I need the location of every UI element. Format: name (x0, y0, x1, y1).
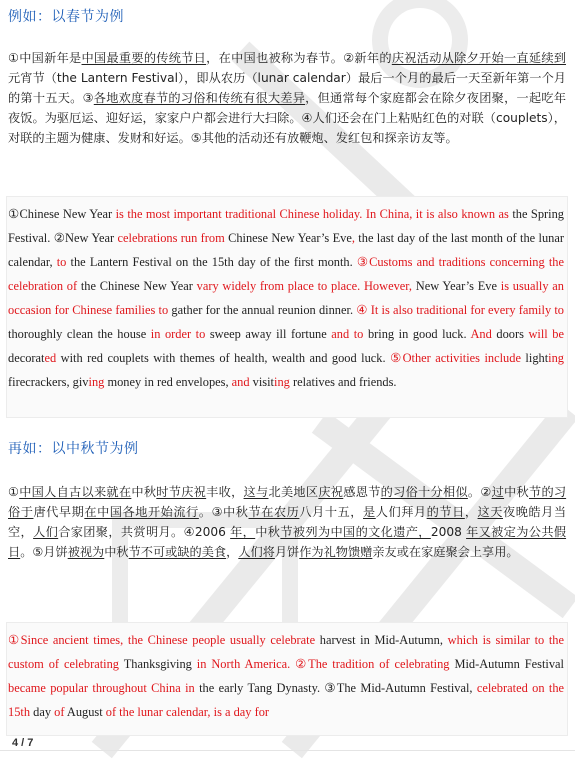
text-run: 人们将 (238, 545, 275, 559)
text-run: 这天 (477, 505, 503, 519)
text-run: with red couplets with themes of health, wealth and good luck. (56, 351, 391, 365)
text-run: the early Tang Dynasty. ③The Mid-Autumn Festival, (194, 681, 477, 695)
text-run: ③Customs and traditions concerning the celebration of (8, 255, 564, 293)
text-run: 中秋 (131, 485, 157, 499)
text-run: 是 (363, 505, 376, 519)
text-run: 作为礼物馈赠 (299, 545, 373, 559)
page-number: 4 / 7 (12, 737, 34, 749)
text-run: 亲友或在家庭聚会上享用。 (372, 545, 519, 559)
text-run: decorat (8, 351, 45, 365)
text-run: is the most important traditional Chinese holiday. In China, it is also known as (115, 207, 509, 221)
footer-divider (0, 750, 575, 751)
text-run: the Chinese New Year (77, 279, 197, 293)
text-run: which is similar to the custom of celebrating (8, 633, 564, 671)
text-run: 。③中秋 (198, 505, 249, 519)
section-heading-midautumn: 再如：以中秋节为例 (8, 441, 139, 457)
text-run: 中国人自古以来就在 (19, 485, 132, 499)
text-run: celebrations run from (117, 231, 225, 245)
text-run: gather for the annual reunion dinner. (168, 303, 357, 317)
text-run: day (30, 705, 55, 719)
text-run: 年又被定为公共假日 (8, 525, 567, 559)
text-run: ⑤Other activities include (390, 351, 521, 365)
text-run: doors (491, 327, 529, 341)
text-run: in North America. ②The tradition of celebrating (196, 657, 455, 671)
text-run: the Spring Festival. ②New Year (8, 207, 564, 245)
text-run: 时节庆祝 (156, 485, 207, 499)
text-run: Thanksgiving (119, 657, 197, 671)
text-run: bring in good luck. (363, 327, 471, 341)
text-run: will be (528, 327, 564, 341)
text-run: sweep away ill fortune (205, 327, 332, 341)
text-run: ed (44, 351, 57, 365)
text-run: 合家团聚，共赏明月。④2006 (58, 525, 231, 539)
text-run: New Year’s Eve (412, 279, 501, 293)
text-run: Mid-Autumn Festival (454, 657, 564, 671)
chinese-paragraph-spring: ①中国新年是中国最重要的传统节日，在中国也被称为春节。②新年的庆祝活动从除夕开始一直延续到元宵节（the Lantern Festival），即从农历（lunar calendar）最后一个月的最后一天至新年第一个月的第十五天。③各地欢度春节的习俗和传统有很大差异，但通常每个家庭都会在除夕夜团聚，一起吃年夜饭。为驱厄运、迎好运，家家户户都会进行大扫除。④人们还会在门上粘贴红色的对联（couplets），对联的主题为健康、发财和好运。⑤其他的活动还有放鞭炮、发红包和探亲访友等。 (8, 51, 567, 145)
text-run: ing (548, 351, 564, 365)
text-run: 感恩节 (343, 485, 381, 499)
text-run: 庆祝 (318, 485, 344, 499)
text-run: firecrackers, giv (8, 375, 89, 389)
text-run: , (351, 231, 355, 245)
text-run: 八月十五， (299, 505, 364, 519)
text-run: ing (88, 375, 105, 389)
text-run: 节被列为中国的文化遗产， (280, 525, 431, 539)
text-run: 的习俗十分相似 (380, 485, 468, 499)
text-run: money in red envelopes, (104, 375, 232, 389)
text-run: ④ It is also traditional for every family to (356, 303, 564, 317)
text-run: and (231, 375, 250, 389)
text-run: became popular throughout China in (8, 681, 195, 695)
text-run: 中秋 (255, 525, 281, 539)
text-run: is usually an occasion for Chinese families to (8, 279, 564, 317)
text-run: of (54, 705, 65, 719)
text-run: vary widely from place to place. However, (196, 279, 412, 293)
text-run: 过 (491, 485, 505, 499)
text-run: 这与 (243, 485, 269, 499)
section-heading-spring: 例如：以春节为例 (8, 9, 124, 25)
text-run: celebrated on the 15th (8, 681, 565, 719)
english-paragraph-midautumn (8, 628, 564, 724)
text-run: ， (226, 545, 239, 559)
text-run: ①Chinese New Year (8, 207, 116, 221)
text-run: 中秋 (104, 545, 129, 559)
text-run: 中秋 (504, 485, 529, 499)
text-run: visit (249, 375, 275, 389)
text-run: 节不可或缺的美食 (128, 545, 227, 559)
text-run: 节在农历 (248, 505, 300, 519)
text-run: 年， (230, 525, 256, 539)
text-run: 被视为 (67, 545, 105, 559)
text-run: the Lantern Festival on the 15th day of the first month. (66, 255, 357, 269)
text-run: 唐代早期 (33, 505, 85, 519)
text-run: and to (331, 327, 364, 341)
text-run: And (470, 327, 492, 341)
text-run: 月饼 (274, 545, 300, 559)
text-run: Chinese New Year’s Eve (224, 231, 352, 245)
text-run: thoroughly clean the house (8, 327, 151, 341)
text-run: 北美地区 (268, 485, 319, 499)
text-run: 人们拜月 (375, 505, 427, 519)
text-run: 夜晚皓月当空， (8, 505, 567, 539)
text-run: 丰收， (206, 485, 244, 499)
text-run: harvest in Mid-Autumn, (315, 633, 448, 647)
chinese-paragraph-midautumn (8, 482, 566, 562)
text-run: in order to (150, 327, 206, 341)
text-run: ①Since ancient times, the Chinese people usually celebrate (8, 633, 316, 647)
text-run: the last day of the last month of the lunar calendar, (8, 231, 564, 269)
text-run: August (64, 705, 106, 719)
text-run: 。⑤月饼 (20, 545, 68, 559)
text-run: 节的习俗于 (8, 485, 567, 519)
text-run: light (520, 351, 549, 365)
text-run: 在中国各地开始流行 (84, 505, 199, 519)
text-run: 的节日 (426, 505, 465, 519)
text-run: ing (274, 375, 290, 389)
text-run: ， (464, 505, 478, 519)
text-run: to (56, 255, 67, 269)
text-run: 人们 (33, 525, 59, 539)
text-run: relatives and friends. (289, 375, 397, 389)
english-paragraph-spring (8, 202, 564, 394)
text-run: 。② (467, 485, 492, 499)
text-run: of the lunar calendar, is a day for (105, 705, 270, 719)
text-run: ① (8, 485, 20, 499)
text-run: 2008 (430, 525, 467, 539)
